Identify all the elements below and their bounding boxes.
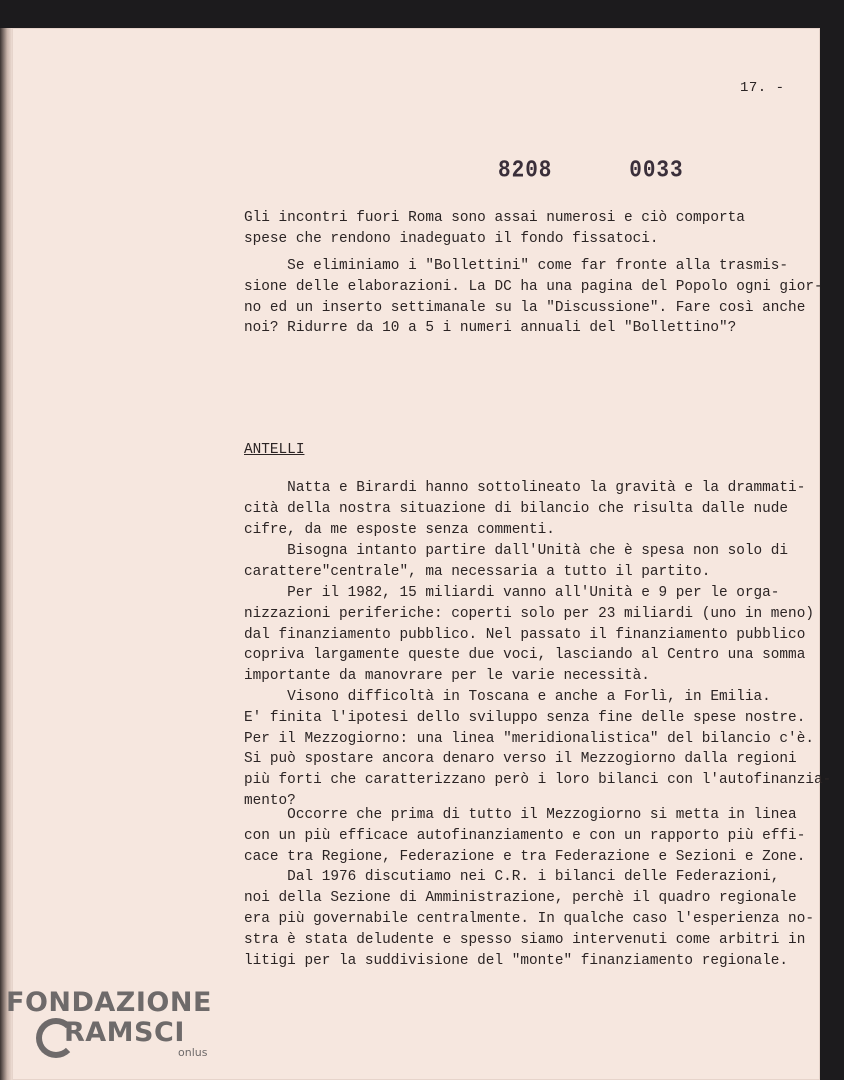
text-line: Se eliminiamo i "Bollettini" come far fronte alla trasmis- [244, 258, 789, 274]
text-line: era più governabile centralmente. In qualche caso l'esperienza no- [244, 910, 814, 927]
text-line: Dal 1976 discutiamo nei C.R. i bilanci delle Federazioni, [244, 869, 780, 886]
text-line: cace tra Regione, Federazione e tra Federazione e Sezioni e Zone. [244, 848, 806, 865]
text-line: sione delle elaborazioni. La DC ha una pagina del Popolo ogni gior- [244, 278, 823, 295]
paragraph [244, 256, 823, 339]
text-line: Occorre che prima di tutto il Mezzogiorno si metta in linea [244, 807, 797, 823]
text-line: Per il 1982, 15 miliardi vanno all'Unità e 9 per le orga- [244, 585, 780, 601]
fondazione-gramsci-logo [6, 987, 212, 1059]
text-line: stra è stata deludente e spesso siamo intervenuti come arbitri in [244, 931, 806, 948]
text-line: no ed un inserto settimanale su la "Discussione". Fare così anche [244, 299, 806, 316]
text-line: noi della Sezione di Amministrazione, perchè il quadro regionale [244, 890, 797, 907]
text-line: cità della nostra situazione di bilancio che risulta dalle nude [244, 500, 789, 517]
paragraph [244, 208, 804, 250]
text-line: dal finanziamento pubblico. Nel passato il finanziamento pubblico [244, 626, 806, 643]
text-line: nizzazioni periferiche: coperti solo per 23 miliardi (uno in meno) [244, 605, 814, 622]
paragraph [244, 541, 804, 583]
paragraph [244, 583, 814, 687]
document-stamp-number: 8208 0033 [498, 158, 684, 185]
page-number: 17. - [740, 80, 785, 96]
text-line: Per il Mezzogiorno: una linea "meridionalistica" del bilancio c'è. [244, 730, 814, 747]
logo-line3: onlus [178, 1046, 208, 1059]
text-line: Natta e Birardi hanno sottolineato la gravità e la drammati- [244, 480, 806, 496]
paragraph [244, 687, 832, 812]
text-line: Gli incontri fuori Roma sono assai numerosi e ciò comporta [244, 210, 745, 226]
logo-g-icon [36, 1018, 76, 1058]
text-line: copriva largamente queste due voci, lasciando al Centro una somma [244, 647, 806, 664]
text-line: con un più efficace autofinanziamento e con un rapporto più effi- [244, 827, 806, 844]
text-line: E' finita l'ipotesi dello sviluppo senza fine delle spese nostre. [244, 709, 806, 726]
text-line: litigi per la suddivisione del "monte" finanziamento regionale. [244, 952, 789, 969]
text-line: cifre, da me esposte senza commenti. [244, 521, 555, 538]
text-line: spese che rendono inadeguato il fondo fissatoci. [244, 230, 659, 247]
text-line: Visono difficoltà in Toscana e anche a Forlì, in Emilia. [244, 689, 771, 705]
text-line: Bisogna intanto partire dall'Unità che è spesa non solo di [244, 543, 789, 559]
paragraph [244, 805, 814, 971]
paragraph [244, 478, 804, 540]
text-line: più forti che caratterizzano però i loro bilanci con l'autofinanzia- [244, 772, 832, 789]
text-line: mento? [244, 792, 296, 809]
section-heading: ANTELLI [244, 442, 305, 458]
logo-line1: FONDAZIONE [6, 987, 212, 1018]
text-line: Si può spostare ancora denaro verso il Mezzogiorno dalla regioni [244, 751, 797, 768]
logo-line2: RAMSCI [64, 1017, 185, 1048]
text-line: carattere"centrale", ma necessaria a tutto il partito. [244, 563, 711, 580]
text-line: noi? Ridurre da 10 a 5 i numeri annuali del "Bollettino"? [244, 320, 737, 337]
text-line: importante da manovrare per le varie necessità. [244, 668, 650, 685]
page-edge [0, 28, 12, 1080]
